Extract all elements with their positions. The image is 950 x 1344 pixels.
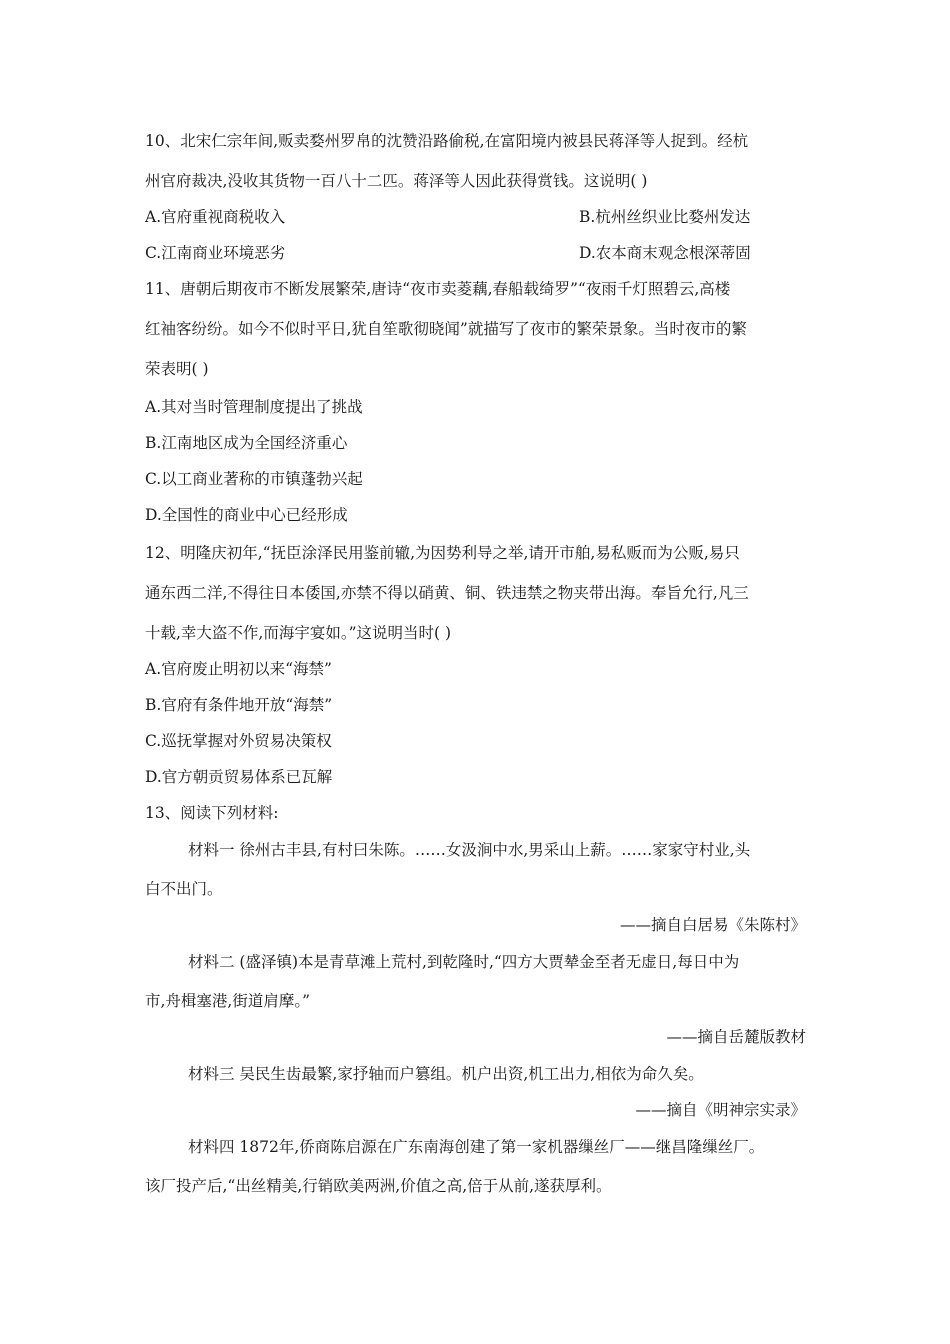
q12-option-d: D.官方朝贡贸易体系已瓦解 <box>145 768 333 786</box>
q12-stem-line-2: 通东西二洋,不得往日本倭国,亦禁不得以硝黄、铜、铁违禁之物夹带出海。奉旨允行,凡三 <box>145 584 749 602</box>
q10-stem-line-1: 10、北宋仁宗年间,贩卖婺州罗帛的沈赞沿路偷税,在富阳境内被县民蒋泽等人捉到。经杭 <box>145 132 749 150</box>
q11-stem-line-3: 荣表明( ) <box>145 360 209 378</box>
material-1-source: ——摘自白居易《朱陈村》 <box>619 916 806 934</box>
q12-option-b: B.官府有条件地开放“海禁” <box>145 696 333 714</box>
material-4-line-1: 材料四 1872年,侨商陈启源在广东南海创建了第一家机器缫丝厂——继昌隆缫丝厂。 <box>188 1138 765 1156</box>
q13-stem: 13、阅读下列材料: <box>145 804 279 822</box>
q12-option-c: C.巡抚掌握对外贸易决策权 <box>145 732 332 750</box>
q10-stem-line-2: 州官府裁决,没收其货物一百八十二匹。蒋泽等人因此获得赏钱。这说明( ) <box>145 172 648 190</box>
q12-stem-line-3: 十载,幸大盗不作,而海宇宴如。”这说明当时( ) <box>145 624 452 642</box>
q10-option-c: C.江南商业环境恶劣 <box>145 244 286 262</box>
q11-option-d: D.全国性的商业中心已经形成 <box>145 506 348 524</box>
material-1-line-1: 材料一 徐州古丰县,有村曰朱陈。……女汲涧中水,男采山上薪。……家家守村业,头 <box>188 841 751 859</box>
q11-option-a: A.其对当时管理制度提出了挑战 <box>145 398 363 416</box>
q12-option-a: A.官府废止明初以来“海禁” <box>145 660 332 678</box>
q12-stem-line-1: 12、明隆庆初年,“抚臣涂泽民用鉴前辙,为因势利导之举,请开市舶,易私贩而为公贩,易只 <box>145 544 740 562</box>
q11-option-c: C.以工商业著称的市镇蓬勃兴起 <box>145 470 363 488</box>
material-2-source: ——摘自岳麓版教材 <box>666 1028 806 1046</box>
q11-stem-line-1: 11、唐朝后期夜市不断发展繁荣,唐诗“夜市卖菱藕,春船载绮罗”“夜雨千灯照碧云,高楼 <box>145 280 731 298</box>
q10-option-d: D.农本商末观念根深蒂固 <box>579 244 751 262</box>
material-3-source: ——摘自《明神宗实录》 <box>635 1101 806 1119</box>
material-2-line-1: 材料二 (盛泽镇)本是青草滩上荒村,到乾隆时,“四方大贾辇金至者无虚日,每日中为 <box>188 953 740 971</box>
material-1-line-2: 白不出门。 <box>145 880 223 898</box>
q10-option-a: A.官府重视商税收入 <box>145 208 286 226</box>
q11-stem-line-2: 红袖客纷纷。如今不似时平日,犹自笙歌彻晓闻”就描写了夜市的繁荣景象。当时夜市的繁 <box>145 320 747 338</box>
material-4-line-2: 该厂投产后,“出丝精美,行销欧美两洲,价值之高,倍于从前,遂获厚利。 <box>145 1177 612 1195</box>
q11-option-b: B.江南地区成为全国经济重心 <box>145 434 348 452</box>
material-2-line-2: 市,舟楫塞港,街道肩摩。” <box>145 992 311 1010</box>
material-3-line-1: 材料三 吴民生齿最繁,家抒轴而户篡组。机户出资,机工出力,相依为命久矣。 <box>188 1065 704 1083</box>
q10-option-b: B.杭州丝织业比婺州发达 <box>579 208 751 226</box>
